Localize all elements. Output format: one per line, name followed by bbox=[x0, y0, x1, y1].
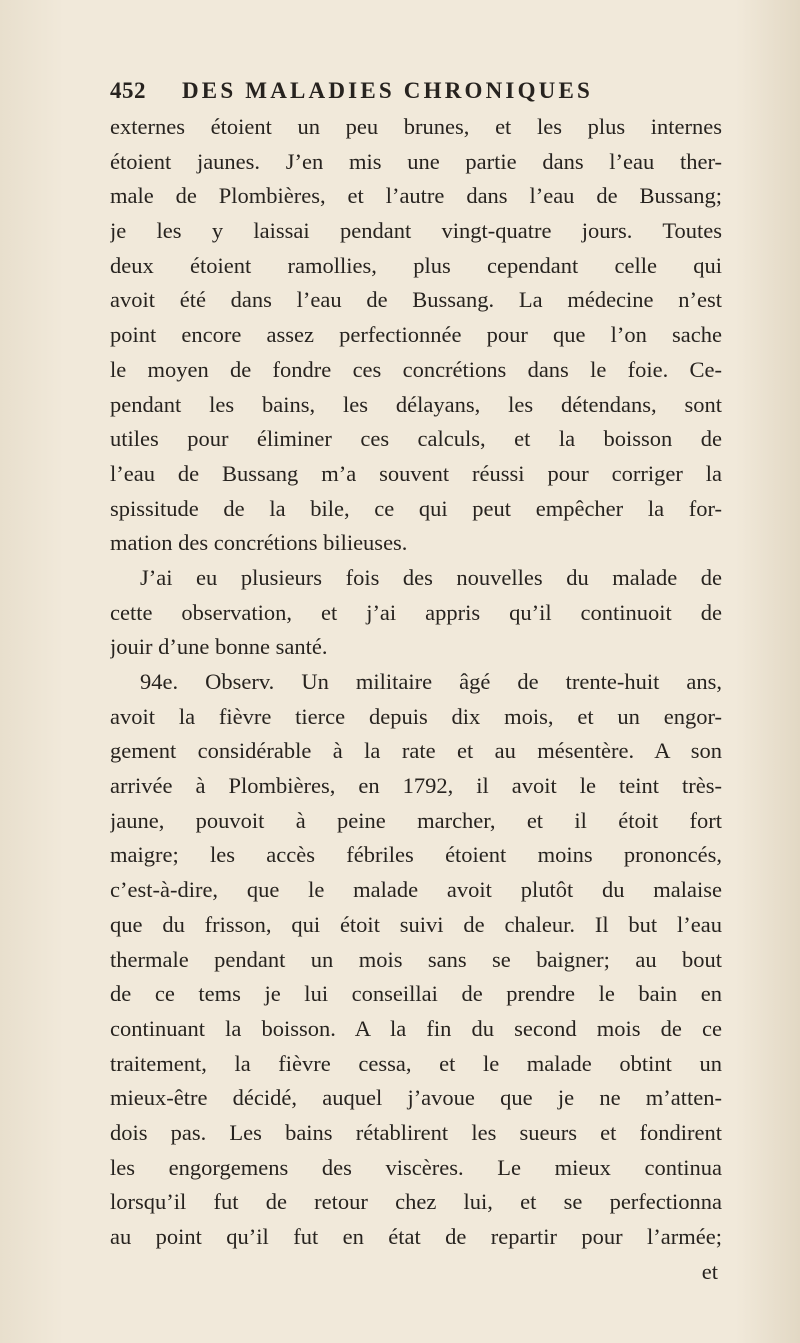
catchword: et bbox=[701, 1258, 718, 1284]
text-line: arrivée à Plombières, en 1792, il avoit le teint très- bbox=[110, 773, 722, 799]
running-title: DES MALADIES CHRONIQUES bbox=[182, 78, 593, 103]
text-line: spissitude de la bile, ce qui peut empêcher la for- bbox=[110, 495, 722, 521]
text-line: c’est-à-dire, que le malade avoit plutôt du malaise bbox=[110, 877, 722, 903]
text-line: dois pas. Les bains rétablirent les sueurs et fondirent bbox=[110, 1119, 722, 1145]
text-line: avoit la fièvre tierce depuis dix mois, et un engor- bbox=[110, 703, 722, 729]
text-line: au point qu’il fut en état de repartir pour l’armée; bbox=[110, 1224, 722, 1249]
text-line: point encore assez perfectionnée pour que l’on sache bbox=[110, 322, 722, 348]
text-line: cette observation, et j’ai appris qu’il continuoit de bbox=[110, 599, 722, 625]
text-line: que du frisson, qui étoit suivi de chaleur. Il but l’eau bbox=[110, 911, 722, 937]
page-header bbox=[110, 74, 670, 108]
text-line: continuant la boisson. A la fin du second mois de ce bbox=[110, 1015, 722, 1041]
text-line: le moyen de fondre ces concrétions dans le foie. Ce- bbox=[110, 356, 722, 382]
observation-heading-line: 94e. Observ. Un militaire âgé de trente-huit ans, bbox=[140, 669, 722, 694]
page-number: 452 bbox=[110, 78, 146, 103]
text-line: thermale pendant un mois sans se baigner; au bout bbox=[110, 946, 722, 972]
text-line: J’ai eu plusieurs fois des nouvelles du malade de bbox=[140, 564, 722, 590]
text-line: lorsqu’il fut de retour chez lui, et se perfectionna bbox=[110, 1189, 722, 1215]
text-line: étoient jaunes. J’en mis une partie dans l’eau ther- bbox=[110, 148, 722, 174]
text-line: les engorgemens des viscères. Le mieux continua bbox=[110, 1154, 722, 1180]
text-line: jouir d’une bonne santé. bbox=[110, 634, 328, 660]
body-text bbox=[110, 110, 722, 1289]
text-line: traitement, la fièvre cessa, et le malade obtint un bbox=[110, 1050, 722, 1076]
text-line: utiles pour éliminer ces calculs, et la boisson de bbox=[110, 426, 722, 452]
text-line: l’eau de Bussang m’a souvent réussi pour corriger la bbox=[110, 460, 722, 486]
text-line: jaune, pouvoit à peine marcher, et il étoit fort bbox=[110, 807, 722, 833]
text-line: mieux-être décidé, auquel j’avoue que je ne m’atten- bbox=[110, 1085, 722, 1111]
text-line: mation des concrétions bilieuses. bbox=[110, 530, 408, 556]
text-line: de ce tems je lui conseillai de prendre le bain en bbox=[110, 981, 722, 1007]
text-line: gement considérable à la rate et au mésentère. A son bbox=[110, 738, 722, 764]
text-line: deux étoient ramollies, plus cependant celle qui bbox=[110, 252, 722, 278]
text-line: pendant les bains, les délayans, les détendans, sont bbox=[110, 391, 722, 417]
text-line: externes étoient un peu brunes, et les plus internes bbox=[110, 114, 722, 139]
text-line: male de Plombières, et l’autre dans l’eau de Bussang; bbox=[110, 183, 722, 209]
text-line: je les y laissai pendant vingt-quatre jours. Toutes bbox=[110, 218, 722, 244]
text-line: maigre; les accès fébriles étoient moins prononcés, bbox=[110, 842, 722, 868]
text-line: avoit été dans l’eau de Bussang. La médecine n’est bbox=[110, 287, 722, 313]
